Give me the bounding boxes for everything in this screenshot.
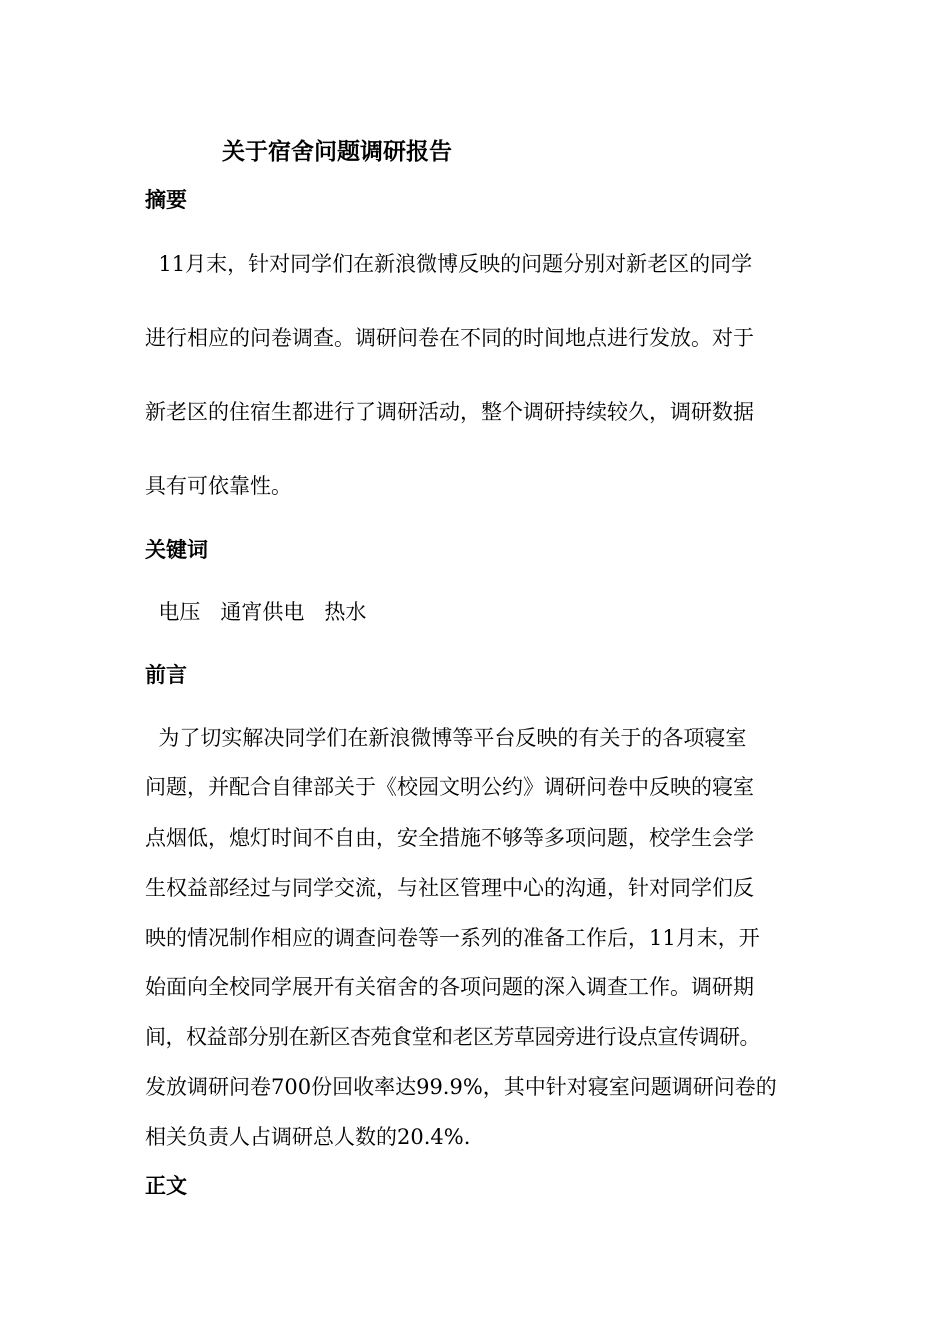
abstract-line: 进行相应的问卷调查。调研问卷在不同的时间地点进行发放。对于 xyxy=(145,326,754,350)
document-title: 关于宿舍问题调研报告 xyxy=(222,139,452,165)
abstract-line: 具有可依靠性。 xyxy=(145,474,292,498)
preface-line: 点烟低，熄灯时间不自由，安全措施不够等多项问题，校学生会学 xyxy=(145,826,754,850)
preface-line: 为了切实解决同学们在新浪微博等平台反映的有关于的各项寝室 xyxy=(145,726,747,750)
abstract-line: 新老区的住宿生都进行了调研活动，整个调研持续较久，调研数据 xyxy=(145,400,754,424)
preface-line: 间，权益部分别在新区杏苑食堂和老区芳草园旁进行设点宣传调研。 xyxy=(145,1025,760,1049)
keywords-heading: 关键词 xyxy=(145,538,208,562)
preface-line: 发放调研问卷700份回收率达99.9%，其中针对寝室问题调研问卷的 xyxy=(145,1075,777,1099)
body-heading: 正文 xyxy=(145,1174,187,1198)
abstract-heading: 摘要 xyxy=(145,188,187,212)
preface-line: 相关负责人占调研总人数的20.4%. xyxy=(145,1125,471,1149)
keywords-list: 电压 通宵供电 热水 xyxy=(145,600,367,624)
preface-line: 映的情况制作相应的调查问卷等一系列的准备工作后，11月末，开 xyxy=(145,926,760,950)
preface-line: 始面向全校同学展开有关宿舍的各项问题的深入调查工作。调研期 xyxy=(145,975,754,999)
preface-line: 生权益部经过与同学交流，与社区管理中心的沟通，针对同学们反 xyxy=(145,876,754,900)
preface-line: 问题，并配合自律部关于《校园文明公约》调研问卷中反映的寝室 xyxy=(145,775,754,799)
abstract-line: 11月末，针对同学们在新浪微博反映的问题分别对新老区的同学 xyxy=(145,252,753,276)
preface-heading: 前言 xyxy=(145,663,187,687)
